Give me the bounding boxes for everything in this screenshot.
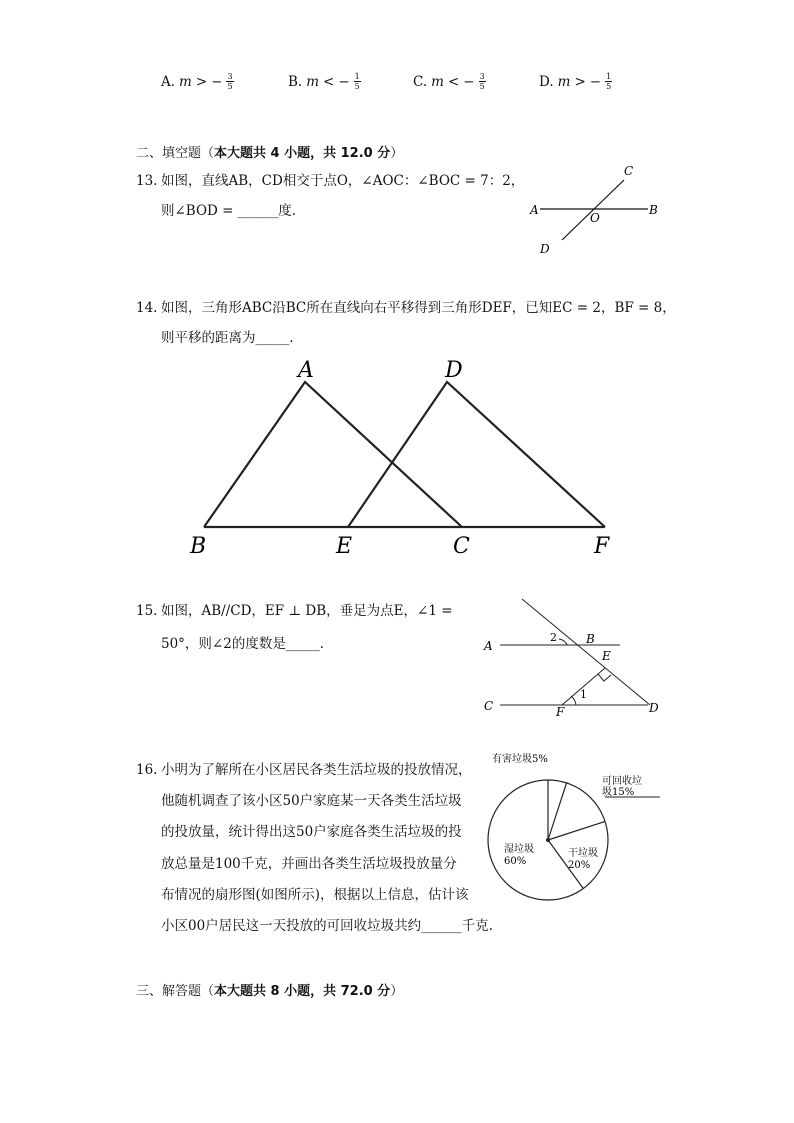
option-label: B. — [288, 73, 303, 90]
label-a: A — [298, 358, 314, 383]
option-b — [288, 72, 361, 91]
section-suffix: ） — [390, 146, 404, 161]
q15-figure — [480, 595, 680, 725]
q14-line2: 则平移的距离为_____. — [161, 330, 294, 346]
option-sign: − — [338, 73, 350, 90]
option-fraction — [226, 72, 233, 91]
option-c — [413, 72, 486, 91]
q15-line1: 如图，AB//CD，EF ⊥ DB，垂足为点E，∠1 = — [161, 603, 453, 619]
option-a — [161, 72, 234, 91]
option-sign: − — [211, 73, 223, 90]
label-b: B — [190, 534, 207, 559]
option-relation: < — [447, 73, 460, 90]
section-heading-answer — [136, 980, 403, 999]
triangle-def — [348, 382, 605, 527]
option-label: C. — [413, 73, 428, 90]
option-fraction — [354, 72, 361, 91]
option-label: D. — [539, 73, 554, 90]
label-a: A — [530, 203, 539, 217]
slice-label-dry-1: 干垃圾 — [568, 848, 598, 859]
label-f: F — [556, 705, 565, 719]
numerator: 1 — [606, 72, 612, 81]
q16-line3: 的投放量，统计得出这50户家庭各类生活垃圾的投 — [161, 824, 462, 840]
option-fraction — [479, 72, 486, 91]
pie-slices — [546, 780, 605, 889]
label-b: B — [586, 632, 595, 646]
pie-slice-boundary-3 — [548, 821, 605, 840]
label-a: A — [484, 639, 493, 653]
triangle-abc — [204, 382, 462, 527]
label-d: D — [540, 242, 550, 256]
angle-1-arc — [571, 696, 576, 705]
q14-figure — [190, 355, 630, 565]
slice-label-recyclable-2: 圾15% — [602, 787, 635, 798]
numerator: 1 — [354, 72, 360, 81]
label-d: D — [445, 358, 463, 383]
slice-label-wet-2: 60% — [504, 856, 527, 867]
option-relation: > — [195, 73, 208, 90]
q16-line6: 小区00户居民这一天投放的可回收垃圾共约______千克. — [161, 918, 493, 934]
pie-center-dot — [546, 838, 550, 842]
label-f: F — [594, 534, 610, 559]
q13-number: 13. — [136, 173, 158, 189]
option-label: A. — [161, 73, 176, 90]
pie-slice-boundary-2 — [548, 783, 567, 840]
option-var: m — [306, 73, 320, 90]
option-var: m — [179, 73, 192, 90]
angle-2-arc — [559, 639, 567, 645]
section-suffix: ） — [390, 984, 404, 999]
denominator: 5 — [606, 82, 612, 91]
label-c: C — [624, 164, 634, 178]
label-b: B — [649, 203, 658, 217]
option-var: m — [431, 73, 444, 90]
label-d: D — [649, 701, 659, 715]
option-var: m — [557, 73, 571, 90]
option-sign: − — [463, 73, 475, 90]
label-e: E — [602, 649, 611, 663]
denominator: 5 — [479, 82, 485, 91]
q13-line1: 如图，直线AB，CD相交于点O，∠AOC：∠BOC = 7：2， — [161, 173, 525, 189]
slice-label-dry-2: 20% — [568, 860, 591, 871]
q16-line4: 放总量是100千克，并画出各类生活垃圾投放量分 — [161, 856, 457, 872]
label-c: C — [453, 534, 470, 559]
numerator: 3 — [227, 72, 233, 81]
option-d — [539, 72, 612, 91]
q14-number: 14. — [136, 300, 158, 316]
label-angle-2: 2 — [550, 631, 557, 644]
denominator: 5 — [354, 82, 360, 91]
section-bold: 本大题共 8 小题，共 72.0 分 — [214, 984, 391, 999]
q16-line2: 他随机调查了该小区50户家庭某一天各类生活垃圾 — [161, 793, 462, 809]
q13-figure — [520, 160, 680, 260]
option-relation: > — [574, 73, 586, 90]
section-prefix: 二、填空题（ — [136, 146, 215, 161]
section-heading-fill-in — [136, 142, 403, 161]
q16-line1: 小明为了解所在小区居民各类生活垃圾的投放情况， — [161, 762, 472, 778]
q15-number: 15. — [136, 603, 158, 619]
slice-label-hazardous: 有害垃圾5% — [492, 754, 548, 765]
q16-number: 16. — [136, 762, 158, 778]
q16-line5: 布情况的扇形图(如图所示)，根据以上信息，估计该 — [161, 887, 469, 903]
q16-pie-chart — [480, 752, 680, 942]
q14-line1: 如图，三角形ABC沿BC所在直线向右平移得到三角形DEF，已知EC = 2，BF = 8， — [161, 300, 676, 316]
numerator: 3 — [479, 72, 485, 81]
label-c: C — [484, 699, 494, 713]
label-angle-1: 1 — [580, 688, 587, 701]
label-o: O — [590, 211, 600, 225]
option-relation: < — [323, 73, 335, 90]
q13-line2: 则∠BOD = ______度. — [161, 203, 297, 219]
right-angle-mark — [598, 674, 611, 681]
section-prefix: 三、解答题（ — [136, 984, 215, 999]
line-cd — [562, 180, 624, 240]
slice-label-recyclable-1: 可回收垃 — [602, 776, 642, 787]
option-sign: − — [589, 73, 602, 90]
option-fraction — [605, 72, 612, 91]
denominator: 5 — [227, 82, 233, 91]
label-e: E — [336, 534, 353, 559]
section-bold: 本大题共 4 小题，共 12.0 分 — [214, 146, 391, 161]
slice-label-wet-1: 湿垃圾 — [504, 844, 534, 855]
q15-line2: 50°，则∠2的度数是_____. — [161, 636, 324, 652]
